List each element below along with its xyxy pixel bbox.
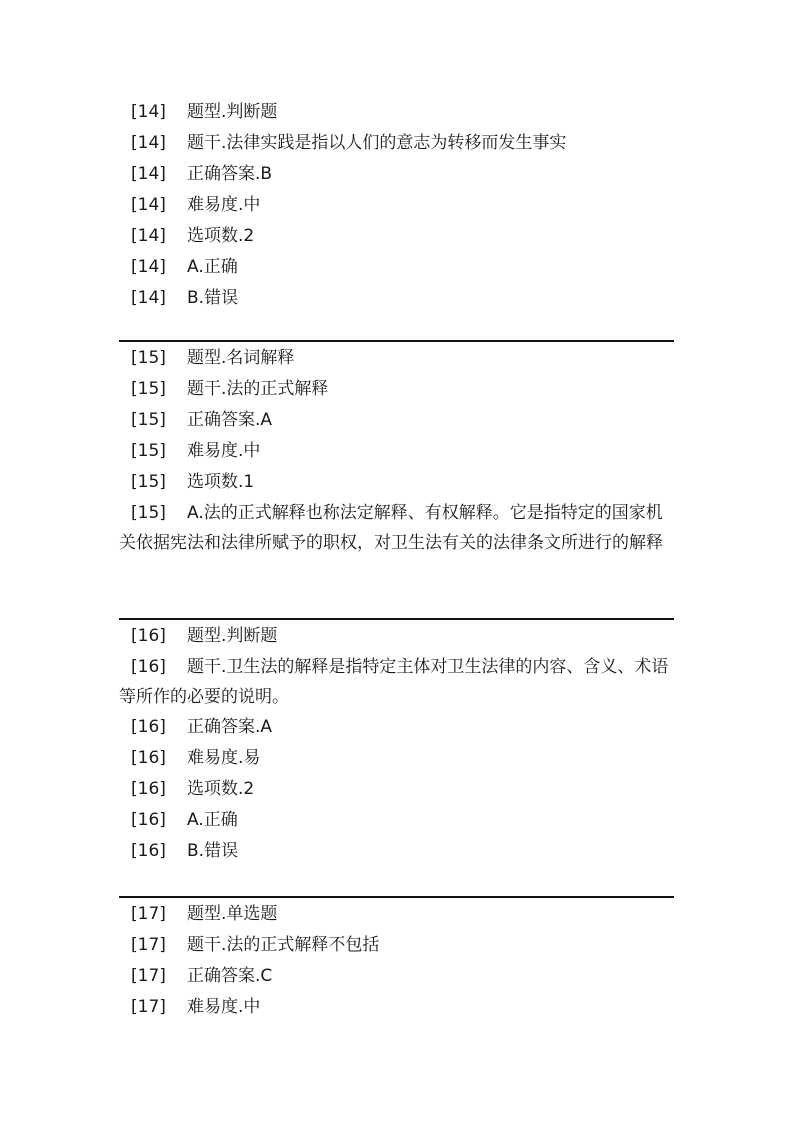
q14-option-a: [14] A.正确 (131, 257, 238, 277)
q16-option-a: [16] A.正确 (131, 810, 238, 830)
q14-option-b: [14] B.错误 (131, 288, 239, 308)
q17-type: [17] 题型.单选题 (131, 904, 278, 924)
question-15 (119, 343, 674, 558)
q14-type: [14] 题型.判断题 (131, 102, 278, 122)
q16-type: [16] 题型.判断题 (131, 626, 278, 646)
divider (119, 896, 674, 898)
q14-stem: [14] 题干.法律实践是指以人们的意志为转移而发生事实 (131, 133, 567, 153)
q17-stem: [17] 题干.法的正式解释不包括 (131, 935, 380, 955)
q16-option-count: [16] 选项数.2 (131, 779, 255, 799)
q14-difficulty: [14] 难易度.中 (131, 195, 261, 215)
q14-option-count: [14] 选项数.2 (131, 226, 255, 246)
q15-option-a: [15] A.法的正式解释也称法定解释、有权解释。它是指特定的国家机关依据宪法和法律所赋予的职权，对卫生法有关的法律条文所进行的解释 (119, 503, 663, 553)
question-14 (119, 97, 674, 314)
q16-difficulty: [16] 难易度.易 (131, 748, 261, 768)
q14-answer: [14] 正确答案.B (131, 164, 273, 184)
q17-difficulty: [17] 难易度.中 (131, 997, 261, 1017)
question-17 (119, 899, 674, 1023)
q16-answer: [16] 正确答案.A (131, 717, 273, 737)
q15-stem: [15] 题干.法的正式解释 (131, 379, 329, 399)
question-16 (119, 621, 674, 867)
q17-answer: [17] 正确答案.C (131, 966, 273, 986)
q15-option-count: [15] 选项数.1 (131, 472, 255, 492)
q15-difficulty: [15] 难易度.中 (131, 441, 261, 461)
q16-stem: [16] 题干.卫生法的解释是指特定主体对卫生法律的内容、含义、术语等所作的必要的说明。 (119, 657, 669, 707)
divider (119, 340, 674, 342)
q15-type: [15] 题型.名词解释 (131, 348, 295, 368)
q15-answer: [15] 正确答案.A (131, 410, 273, 430)
q16-option-b: [16] B.错误 (131, 841, 239, 861)
divider (119, 618, 674, 620)
